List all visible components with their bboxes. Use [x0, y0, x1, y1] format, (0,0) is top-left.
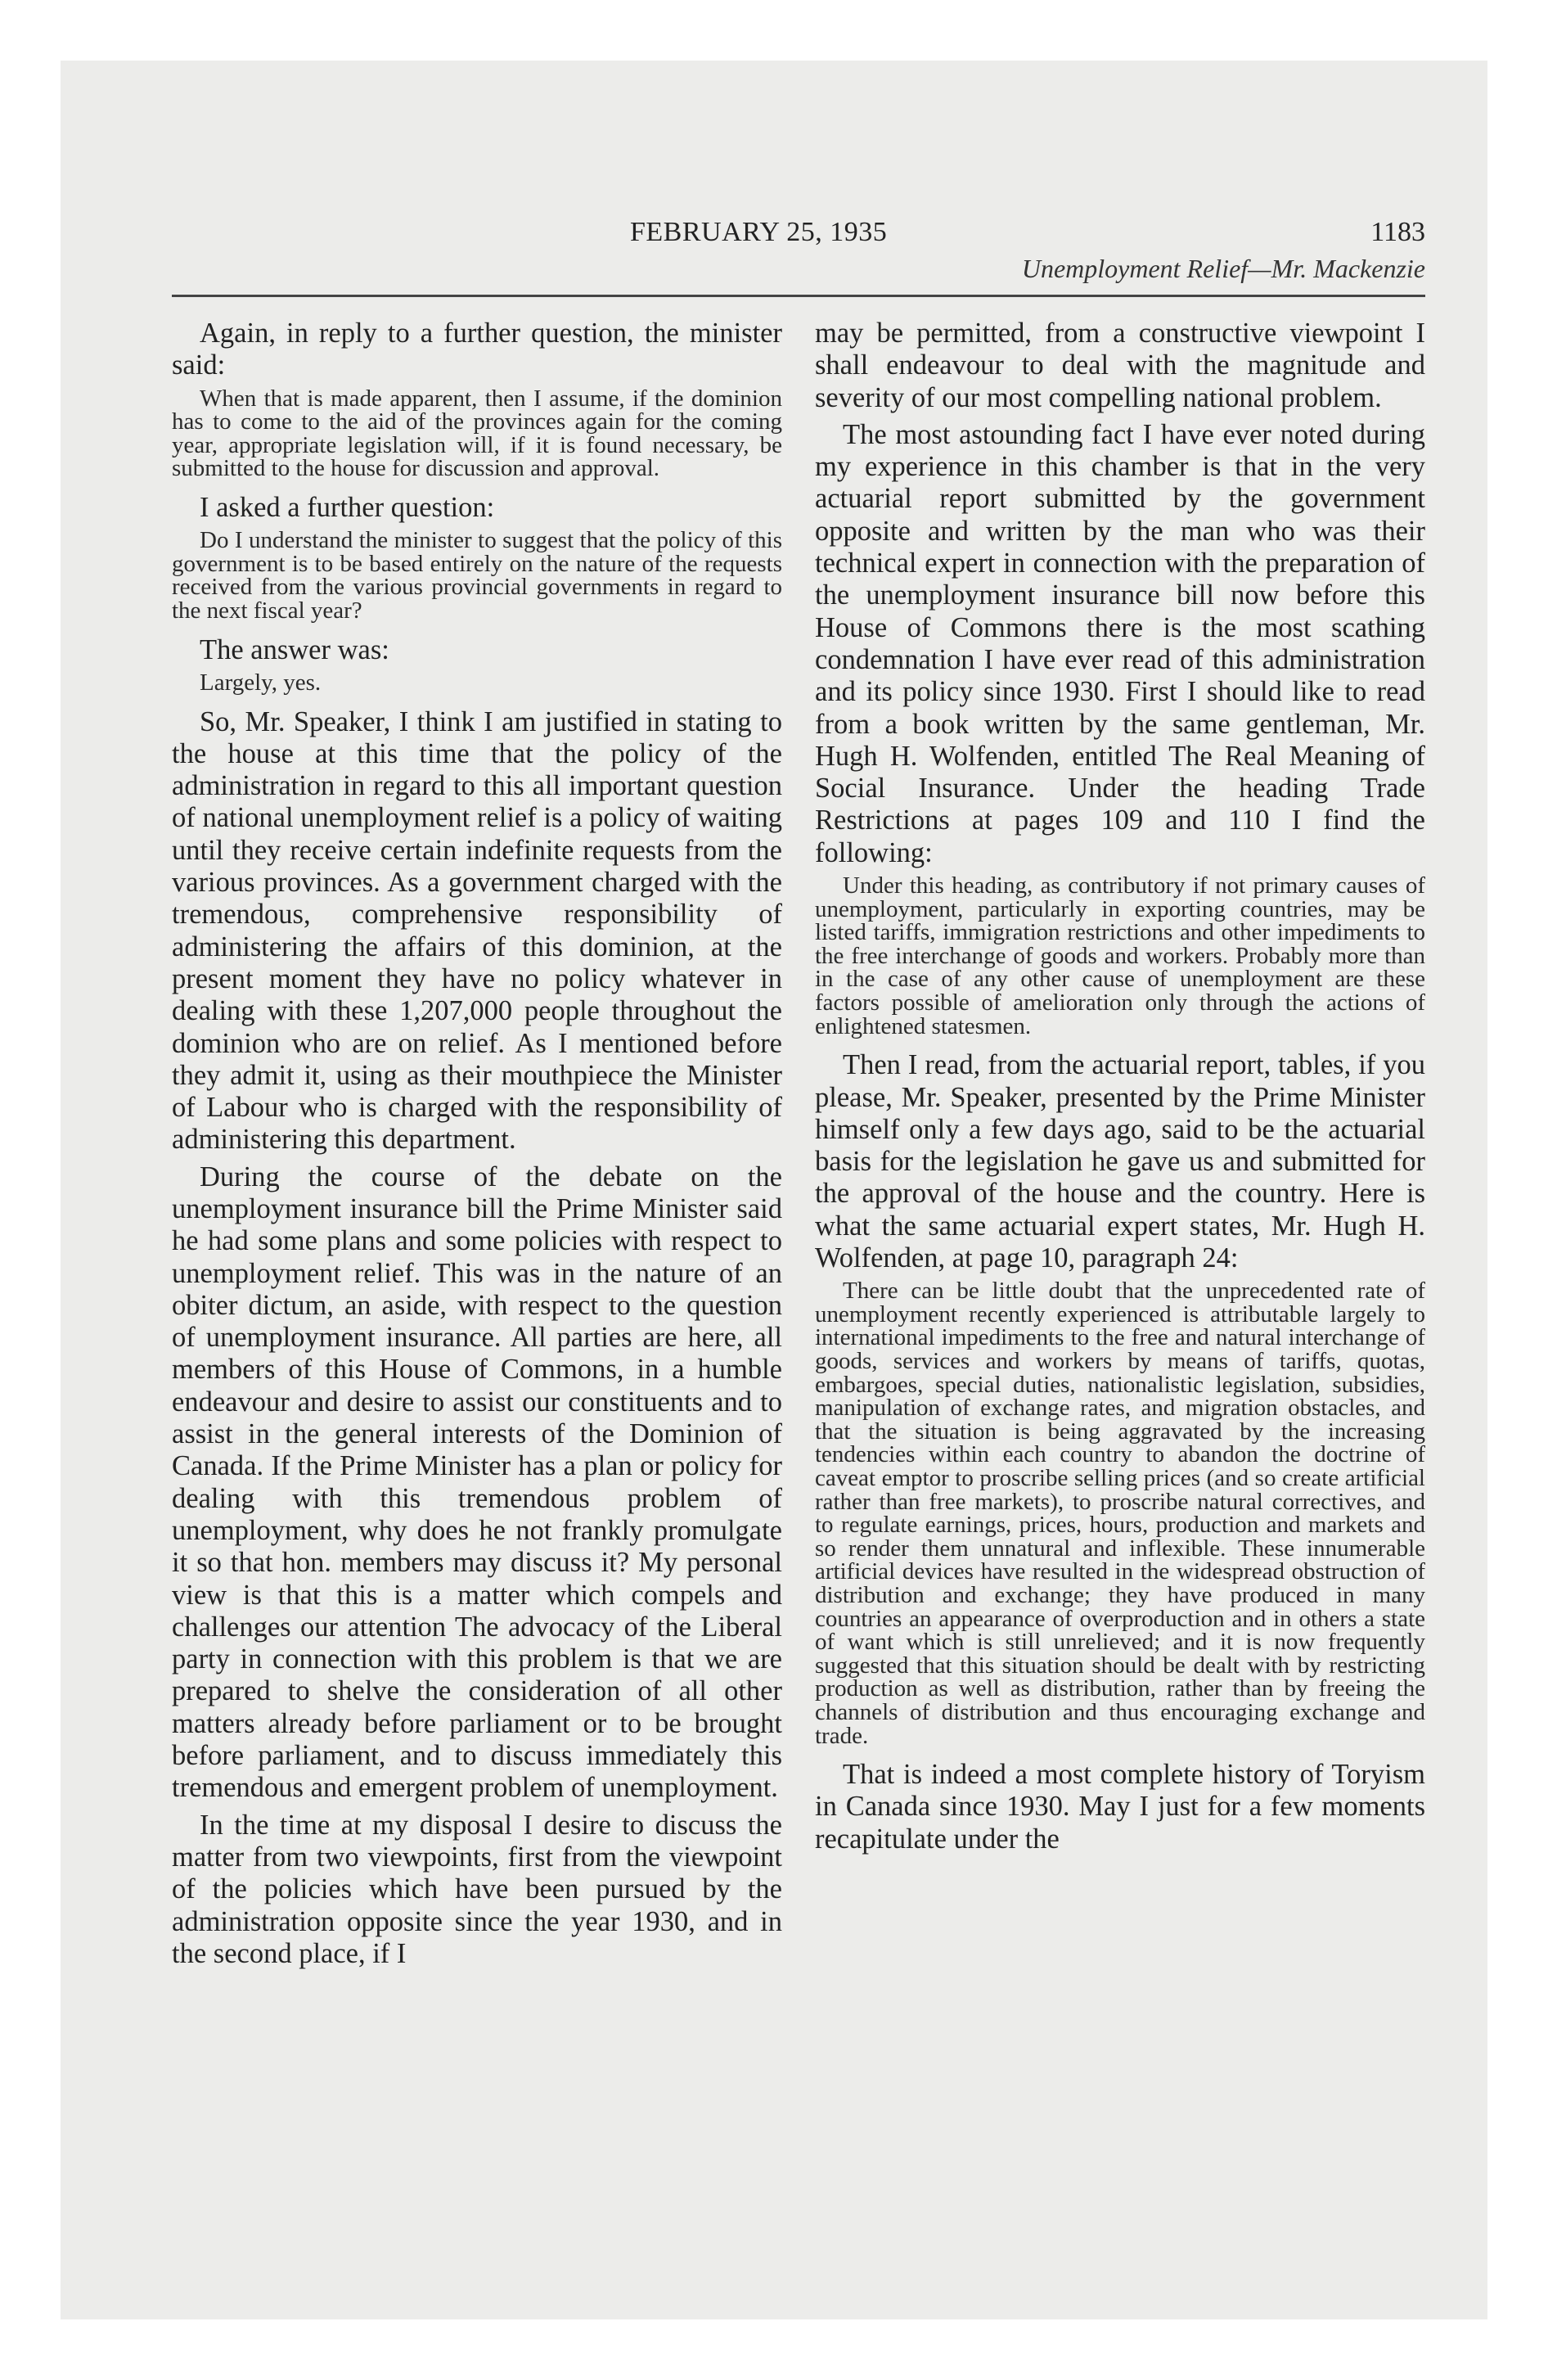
- quotation: Under this heading, as contributory if not primary causes of unemployment, particularly in exporting countries, may be listed tariffs, immigration restrictions and other impediments to the free interchange of goods and workers. Probably more than in the case of any other cause of unemployment are these factors possible of amelioration only through the actions of enlightened statesmen.: [815, 872, 1425, 1039]
- paragraph: So, Mr. Speaker, I think I am justified in stating to the house at this time that the policy of the administration in regard to this all important question of national unemployment relief is a policy of waiting until they receive certain indefinite requests from the various provinces. As a government charged with the tremendous, comprehensive responsibility of administering the affairs of this dominion, at the present moment they have no policy whatever in dealing with these 1,207,000 people throughout the dominion who are on relief. As I mentioned before they admit it, using as their mouthpiece the Minister of Labour who is charged with the responsibility of administering this department.: [172, 705, 782, 1156]
- paragraph: In the time at my disposal I desire to discuss the matter from two viewpoints, first from the viewpoint of the policies which have been pursued by the administration opposite since the year 1930, and in the second place, if I: [172, 1809, 782, 1969]
- page-header: [172, 216, 1425, 303]
- quotation: When that is made apparent, then I assume, if the dominion has to come to the aid of the provinces again for the coming year, appropriate legislation will, if it is found necessary, be submitted to the house for discussion and approval.: [172, 385, 782, 482]
- left-column: [172, 318, 782, 1975]
- paragraph: Again, in reply to a further question, the minister said:: [172, 318, 782, 381]
- page-number: 1183: [1370, 217, 1425, 247]
- quotation: There can be little doubt that the unprecedented rate of unemployment recently experienced is attributable largely to international impediments to the free and natural interchange of goods, services and workers by means of tariffs, quotas, embargoes, special duties, nationalistic legislation, subsidies, manipulation of exchange rates, and migration obstacles, and that the situation is being aggravated by the increasing tendencies within each country to abandon the doctrine of caveat emptor to proscribe selling prices (and so create artificial rather than free markets), to proscribe natural correctives, and to regulate earnings, prices, hours, production and markets and so render them unnatural and inflexible. These innumerable artificial devices have resulted in the widespread obstruction of distribution and exchange; they have produced in many countries an appearance of overproduction and in others a state of want which is still unrelieved; and it is now frequently suggested that this situation should be dealt with by restricting production as well as distribution, rather than by freeing the channels of distribution and thus encouraging exchange and trade.: [815, 1278, 1425, 1749]
- scanned-page: [61, 61, 1487, 2319]
- quotation: Do I understand the minister to suggest that the policy of this government is to be based entirely on the nature of the requests received from the various provincial governments in regard to the next fiscal year?: [172, 527, 782, 624]
- text-columns: [172, 318, 1425, 2331]
- paragraph: I asked a further question:: [200, 491, 495, 523]
- paragraph: The answer was:: [200, 633, 389, 665]
- paragraph: During the course of the debate on the unemployment insurance bill the Prime Minister said he had some plans and some policies with respect to unemployment relief. This was in the nature of an obiter dictum, an aside, with respect to the question of unemployment insurance. All parties are here, all members of this House of Commons, in a humble endeavour and desire to assist our constituents and to assist in the general interests of the Dominion of Canada. If the Prime Minister has a plan or policy for dealing with this tremendous problem of unemployment, why does he not frankly promulgate it so that hon. members may discuss it? My personal view is that this is a matter which compels and challenges our attention The advocacy of the Liberal party in connection with this problem is that we are prepared to shelve the consideration of all other matters already before parliament or to be brought before parliament, and to discuss immediately this tremendous and emergent problem of unemployment.: [172, 1161, 782, 1804]
- paragraph: The most astounding fact I have ever noted during my experience in this chamber is that in the very actuarial report submitted by the government opposite and written by the man who was their technical expert in connection with the preparation of the unemployment insurance bill now before this House of Commons there is the most scathing condemnation I have ever read of this administration and its policy since 1930. First I should like to read from a book written by the same gentleman, Mr. Hugh H. Wolfenden, entitled The Real Meaning of Social Insurance. Under the heading Trade Restrictions at pages 109 and 110 I find the following:: [815, 418, 1425, 868]
- hansard-page: [172, 216, 1425, 2344]
- header-rule: [172, 295, 1425, 297]
- header-date: FEBRUARY 25, 1935: [630, 217, 888, 247]
- right-column: [815, 318, 1425, 1860]
- running-title: Unemployment Relief—Mr. Mackenzie: [1021, 254, 1425, 283]
- paragraph: Then I read, from the actuarial report, tables, if you please, Mr. Speaker, presented by the Prime Minister himself only a few days ago, said to be the actuarial basis for the legislation he gave us and submitted for the approval of the house and the country. Here is what the same actuarial expert states, Mr. Hugh H. Wolfenden, at page 10, paragraph 24:: [815, 1049, 1425, 1273]
- paragraph: may be permitted, from a constructive viewpoint I shall endeavour to deal with the magnitude and severity of our most compelling national problem.: [815, 318, 1425, 413]
- paragraph: That is indeed a most complete history of Toryism in Canada since 1930. May I just for a few moments recapitulate under the: [815, 1759, 1425, 1855]
- quotation: Largely, yes.: [200, 669, 322, 696]
